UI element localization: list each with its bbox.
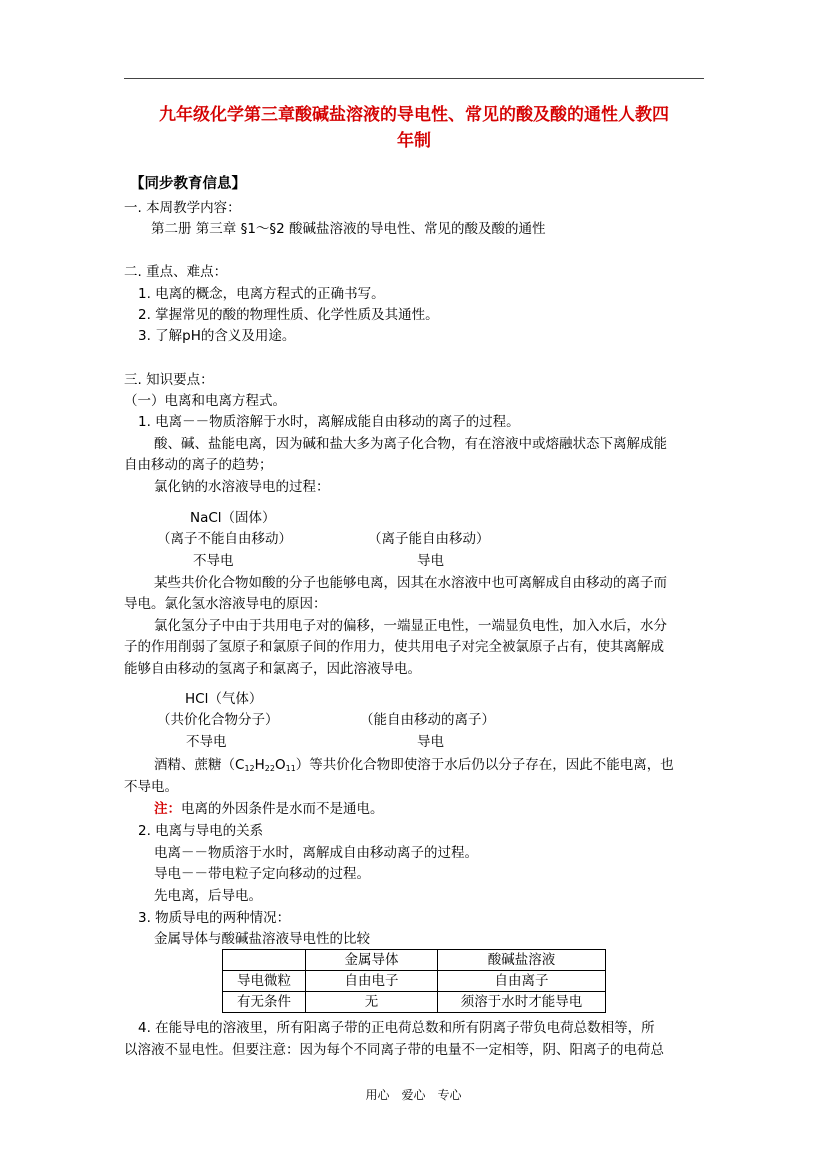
s1-heading: 一. 本周教学内容： — [124, 200, 241, 216]
hcl-right-paren: （能自由移动的离子） — [360, 712, 495, 728]
hcl-formula: HCl（气体） — [185, 691, 263, 707]
s3-heading: 三. 知识要点： — [124, 372, 214, 388]
paragraph: 4. 在能导电的溶液里，所有阳离子带的正电荷总数和所有阴离子带负电荷总数相等，所 — [138, 1020, 655, 1036]
paragraph: 导电。氯化氢水溶液导电的原因： — [124, 596, 327, 612]
section-header: 【同步教育信息】 — [130, 176, 246, 192]
table-header-cell — [223, 950, 306, 971]
paragraph: 能够自由移动的氢离子和氯离子，因此溶液导电。 — [124, 661, 421, 677]
paragraph: 1. 电离－－物质溶解于水时，离解成能自由移动的离子的过程。 — [138, 414, 520, 430]
nacl-left-state: 不导电 — [193, 553, 234, 569]
paragraph: 3. 物质导电的两种情况： — [138, 910, 291, 926]
table-row — [223, 992, 606, 1013]
s2-heading: 二. 重点、难点： — [124, 264, 228, 280]
table-cell: 无 — [306, 992, 438, 1013]
table-header-row — [223, 950, 606, 971]
document-title — [124, 102, 704, 154]
paragraph: 电离－－物质溶于水时，离解成自由移动离子的过程。 — [154, 845, 478, 861]
hcl-left-paren: （共价化合物分子） — [157, 712, 279, 728]
nacl-left-paren: （离子不能自由移动） — [157, 531, 292, 547]
table-caption: 金属导体与酸碱盐溶液导电性的比较 — [154, 931, 370, 947]
note-label: 注： — [154, 801, 181, 817]
nacl-right-state: 导电 — [417, 553, 444, 569]
paragraph: 以溶液不显电性。但要注意：因为每个不同离子带的电量不一定相等，阴、阳离子的电荷总 — [124, 1042, 664, 1058]
paragraph: 2. 电离与导电的关系 — [138, 823, 264, 839]
title-line-2: 年制 — [397, 131, 431, 151]
page-footer: 用心 爱心 专心 — [365, 1088, 462, 1102]
header-rule — [124, 78, 704, 79]
paragraph: 不导电。 — [124, 779, 178, 795]
comparison-table — [222, 949, 606, 1013]
note — [154, 799, 384, 819]
s3-subheading: （一）电离和电离方程式。 — [124, 393, 286, 409]
paragraph: 氯化钠的水溶液导电的过程： — [154, 479, 330, 495]
paragraph: 某些共价化合物如酸的分子也能够电离，因其在水溶液中也可离解成自由移动的离子而 — [154, 575, 667, 591]
table-cell: 须溶于水时才能导电 — [438, 992, 606, 1013]
paragraph: 酸、碱、盐能电离，因为碱和盐大多为离子化合物，有在溶液中或熔融状态下离解成能 — [154, 436, 667, 452]
note-text: 电离的外因条件是水而不是通电。 — [181, 801, 384, 817]
paragraph: 先电离，后导电。 — [154, 888, 262, 904]
table-cell: 自由离子 — [438, 971, 606, 992]
table-cell: 自由电子 — [306, 971, 438, 992]
nacl-formula: NaCl（固体） — [190, 510, 276, 526]
table-cell: 导电微粒 — [223, 971, 306, 992]
s2-item-1: 1. 电离的概念，电离方程式的正确书写。 — [138, 286, 385, 302]
paragraph: 导电－－带电粒子定向移动的过程。 — [154, 866, 370, 882]
paragraph: 子的作用削弱了氢原子和氯原子间的作用力，使共用电子对完全被氯原子占有，使其离解成 — [124, 639, 664, 655]
s1-content: 第二册 第三章 §1～§2 酸碱盐溶液的导电性、常见的酸及酸的通性 — [151, 221, 546, 237]
title-line-1: 九年级化学第三章酸碱盐溶液的导电性、常见的酸及酸的通性人教四 — [159, 105, 669, 125]
hcl-left-state: 不导电 — [186, 734, 227, 750]
s2-item-2: 2. 掌握常见的酸的物理性质、化学性质及其通性。 — [138, 307, 439, 323]
table-row — [223, 971, 606, 992]
nacl-right-paren: （离子能自由移动） — [368, 531, 490, 547]
s2-item-3: 3. 了解pH的含义及用途。 — [138, 328, 296, 344]
paragraph: 酒精、蔗糖$(C_{12}H_{22}O_{11})$等共价化合物即使溶于水后仍以分子存在，因此不能电离，也 — [154, 757, 674, 773]
hcl-right-state: 导电 — [417, 734, 444, 750]
table-cell: 有无条件 — [223, 992, 306, 1013]
paragraph: 氯化氢分子中由于共用电子对的偏移，一端显正电性，一端显负电性，加入水后，水分 — [154, 618, 667, 634]
paragraph: 自由移动的离子的趋势； — [124, 457, 273, 473]
table-header-cell: 酸碱盐溶液 — [438, 950, 606, 971]
table-header-cell: 金属导体 — [306, 950, 438, 971]
